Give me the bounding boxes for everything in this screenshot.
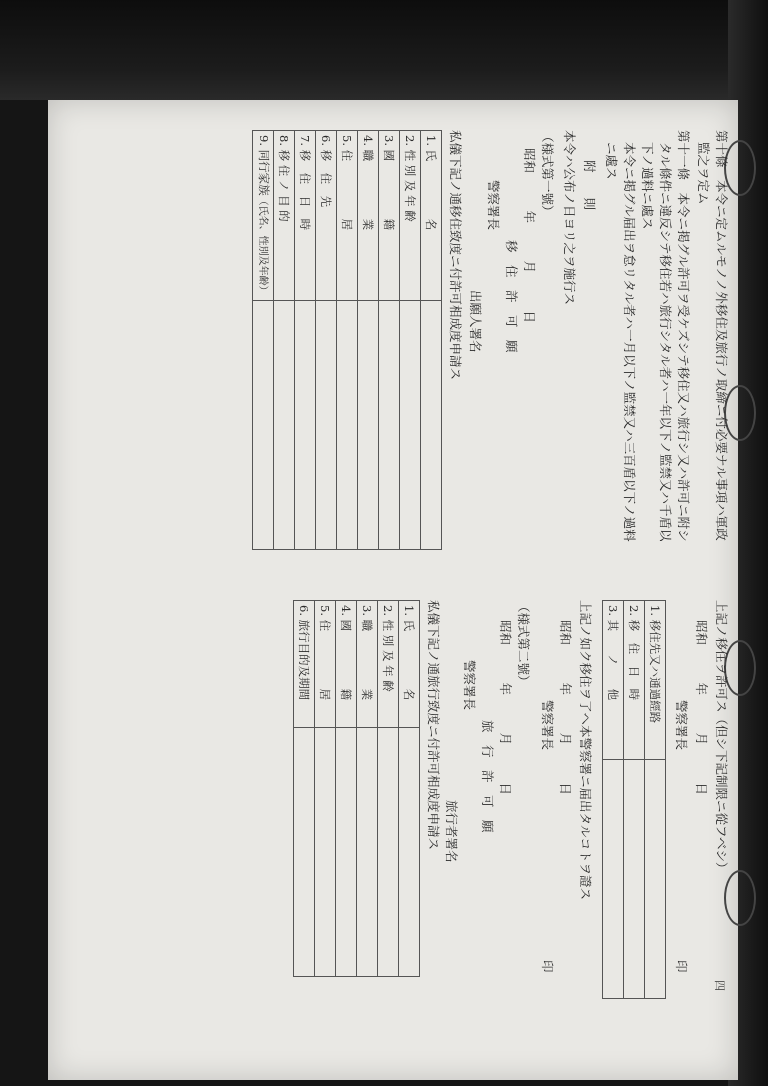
form1-row-label-text: 9. 同行家族 [257, 135, 271, 196]
form2-signer: 旅行者署名 [444, 800, 459, 863]
table-row [379, 131, 400, 550]
form1-row-value [421, 300, 442, 549]
table-row [358, 131, 379, 550]
form1-row-value [358, 300, 379, 549]
table-row [295, 131, 316, 550]
form1-row-note: （氏名、性別及年齢） [257, 195, 268, 296]
article-11-line: ニ處ス [604, 142, 619, 180]
form2-row-value [336, 728, 357, 977]
article-10-line: 監之ヲ定ム [696, 142, 711, 205]
permit1-date: 昭和 年 月 日 [694, 620, 709, 796]
form2-label: （様式第二號） [516, 600, 531, 688]
form1-label: （様式第一號） [540, 130, 555, 218]
form2-row-value [315, 728, 336, 977]
form1-row-value [274, 300, 295, 549]
form1-row-value [295, 300, 316, 549]
table-row [645, 601, 666, 999]
form1-row-label: 3. 國 籍 [379, 131, 400, 301]
permit1-notice-date: 昭和 年 月 日 [558, 620, 573, 796]
form2-row-label: 3. 職 業 [357, 601, 378, 728]
article-11-line: 第十一條 本令ニ掲グル許可ヲ受ケズシテ移住又ハ旅行シ又ハ許可ニ附シ [676, 130, 691, 542]
form2-row-label: 6. 旅行目的及期間 [294, 601, 315, 728]
permit1-notice-signer: 警察署長 [540, 700, 555, 751]
form1-row-value [379, 300, 400, 549]
rotated-content [48, 120, 738, 1020]
form1-row-value [337, 300, 358, 549]
form2-row-label: 2. 性 別 及 年 齢 [378, 601, 399, 728]
table-row [357, 601, 378, 977]
appendix-heading: 附 則 [582, 160, 597, 211]
table-row [337, 131, 358, 550]
table-row [624, 601, 645, 999]
table-row [336, 601, 357, 977]
form1-row-label [253, 131, 274, 301]
permit1-row-value [645, 760, 666, 999]
form1-row-label: 2. 性 別 及 年 齢 [400, 131, 421, 301]
permit1-row-label: 1. 移住先又ハ通過經路 [645, 601, 666, 760]
table-row [294, 601, 315, 977]
table-row [421, 131, 442, 550]
permit1-row-value [603, 760, 624, 999]
permit1-heading: 上記ノ移住ヲ許可ス（但シ下記制限ニ從フベシ） [714, 600, 729, 875]
form2-statement: 私儀下記ノ通旅行致度ニ付許可相成度申請ス [426, 600, 441, 851]
form2-date: 昭和 年 月 日 [498, 620, 513, 796]
table-row [378, 601, 399, 977]
form2-row-label: 5. 住 居 [315, 601, 336, 728]
form2-row-value [357, 728, 378, 977]
permit1-row-label: 2. 移 住 日 時 [624, 601, 645, 760]
table-row [253, 131, 274, 550]
table-row [316, 131, 337, 550]
form2-row-value [399, 728, 420, 977]
form2-addressee: 警察署長 [462, 660, 477, 711]
permit1-table [602, 600, 666, 999]
article-11 [602, 130, 692, 542]
form2-row-value [294, 728, 315, 977]
form1-signer: 出願人署名 [468, 290, 483, 353]
permit1-notice-seal: 印 [540, 960, 555, 973]
form2-row-value [378, 728, 399, 977]
table-row [603, 601, 624, 999]
permit1-row-value [624, 760, 645, 999]
article-11-line: 下ノ過料ニ處ス [640, 142, 655, 230]
form1-addressee: 警察署長 [486, 180, 501, 231]
article-10 [694, 130, 730, 541]
form1-row-label: 8. 移 住 ノ 目 的 [274, 131, 295, 301]
document-page [48, 100, 738, 1080]
form1-row-label: 7. 移 住 日 時 [295, 131, 316, 301]
table-row [315, 601, 336, 977]
form1-row-label: 5. 住 居 [337, 131, 358, 301]
form1-row-label: 4. 職 業 [358, 131, 379, 301]
form2-table [293, 600, 420, 977]
form1-row-value [316, 300, 337, 549]
table-row [400, 131, 421, 550]
form1-table [252, 130, 442, 550]
scan-border-top [0, 0, 768, 100]
permit1-notice: 上記ノ如ク移住ヲ了ヘ本警察署ニ届出タルコトヲ證ス [578, 600, 593, 901]
article-11-line: 本令ニ掲グル届出ヲ怠リタル者ハ一月以下ノ監禁又ハ三百盾以下ノ過料 [622, 142, 637, 542]
form1-row-value [400, 300, 421, 549]
article-11-line: タル條件ニ違反シテ移住若ハ旅行シタル者ハ一年以下ノ監禁又ハ千盾以 [658, 142, 673, 542]
form1-row-label: 1. 氏 名 [421, 131, 442, 301]
form1-row-label: 6. 移 住 先 [316, 131, 337, 301]
form1-row-value [253, 300, 274, 549]
appendix-text: 本令ハ公布ノ日ヨリ之ヲ施行ス [562, 130, 577, 306]
permit1-signer: 警察署長 [674, 700, 689, 751]
form1-title: 移 住 許 可 願 [504, 240, 519, 353]
page-number: 四 [713, 980, 726, 991]
table-row [274, 131, 295, 550]
permit1-seal: 印 [674, 960, 689, 973]
form2-row-label: 4. 國 籍 [336, 601, 357, 728]
form1-statement: 私儀下記ノ通移住致度ニ付許可相成度申請ス [448, 130, 463, 381]
form1-date: 昭和 年 月 日 [522, 148, 537, 324]
form2-title: 旅 行 許 可 願 [480, 720, 495, 833]
permit1-row-label: 3. 其 ノ 他 [603, 601, 624, 760]
table-row [399, 601, 420, 977]
article-10-line: 第十條 本令ニ定ムルモノノ外移住及旅行ノ取締ニ付必要ナル事項ハ軍政 [714, 130, 729, 541]
form2-row-label: 1. 氏 名 [399, 601, 420, 728]
